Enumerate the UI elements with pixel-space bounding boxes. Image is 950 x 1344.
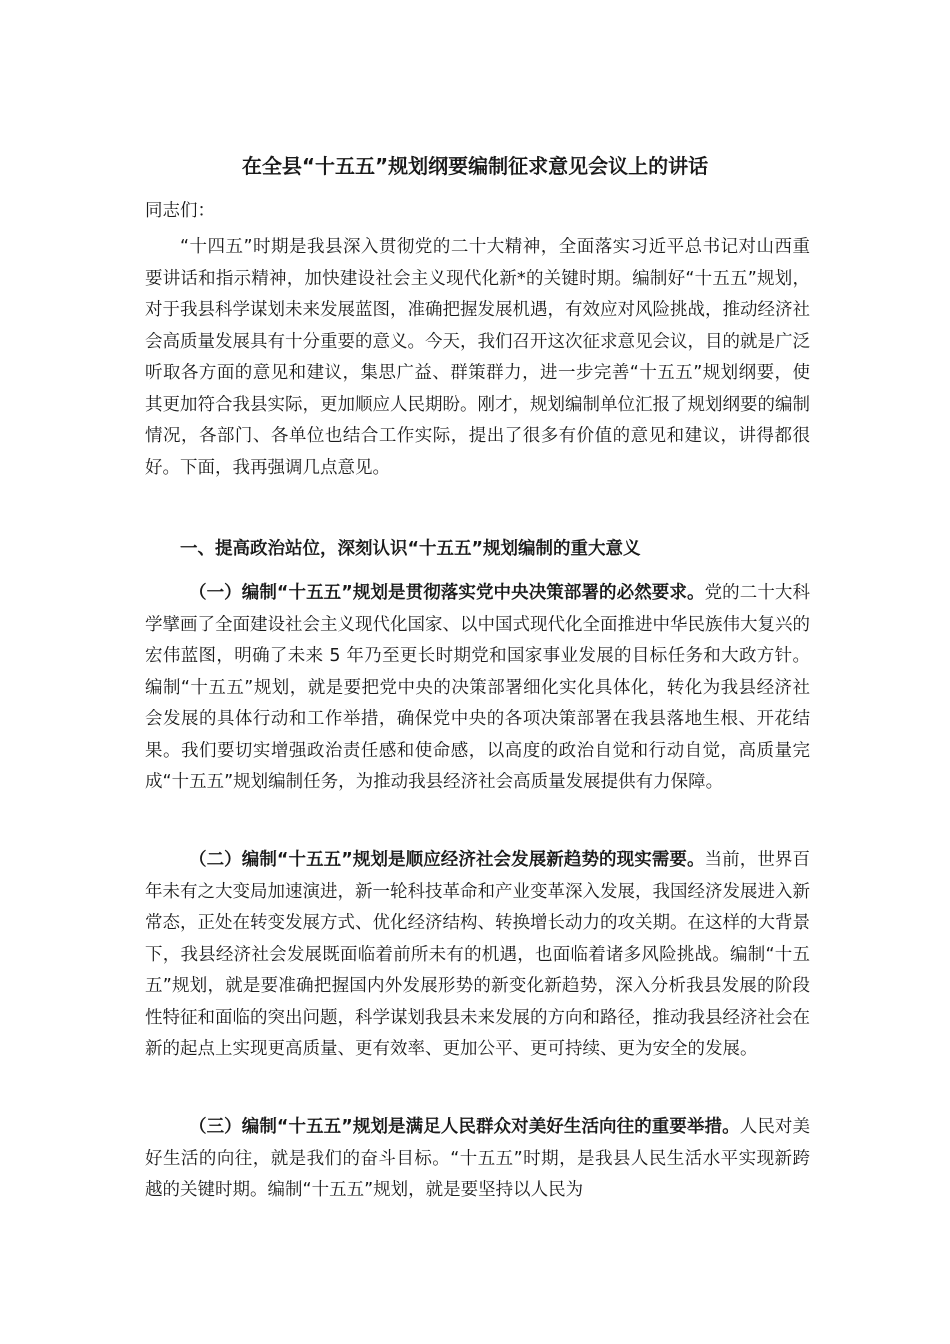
document-title: 在全县“十五五”规划纲要编制征求意见会议上的讲话 [241, 154, 709, 178]
paragraph-lead: （一）编制“十五五”规划是贯彻落实党中央决策部署的必然要求。 [189, 583, 705, 603]
paragraph-text: 当前，世界百年未有之大变局加速演进，新一轮科技革命和产业变革深入发展，我国经济发展进入新常态，正处在转变发展方式、优化经济结构、转换增长动力的攻关期。在这样的大背景下，我县经济社会发展既面临着前所未有的机遇，也面临着诸多风险挑战。编制“十五五”规划，就是要准确把握国内外发展形势的新变化新趋势，深入分析我县发展的阶段性特征和面临的突出问题，科学谋划我县未来发展的方向和路径，推动我县经济社会在新的起点上实现更高质量、更有效率、更加公平、更可持续、更为安全的发展。 [145, 850, 810, 1059]
paragraph-lead: （二）编制“十五五”规划是顺应经济社会发展新趋势的现实需要。 [189, 850, 705, 870]
section-heading: 一、提高政治站位，深刻认识“十五五”规划编制的重大意义 [180, 539, 641, 559]
intro-paragraph: “十四五”时期是我县深入贯彻党的二十大精神，全面落实习近平总书记对山西重要讲话和指示精神，加快建设社会主义现代化新*的关键时期。编制好“十五五”规划，对于我县科学谋划未来发展蓝图，准确把握发展机遇，有效应对风险挑战，推动经济社会高质量发展具有十分重要的意义。今天，我们召开这次征求意见会议，目的就是广泛听取各方面的意见和建议，集思广益、群策群力，进一步完善“十五五”规划纲要，使其更加符合我县实际，更加顺应人民期盼。刚才，规划编制单位汇报了规划纲要的编制情况，各部门、各单位也结合工作实际，提出了很多有价值的意见和建议，讲得都很好。下面，我再强调几点意见。 [145, 237, 810, 478]
paragraph-2 [145, 845, 810, 1066]
paragraph-text: 人民对美好生活的向往，就是我们的奋斗目标。“十五五”时期，是我县人民生活水平实现新跨越的关键时期。编制“十五五”规划，就是要坚持以人民为 [145, 1117, 810, 1200]
paragraph-3 [145, 1112, 810, 1207]
paragraph-text: 党的二十大科学擘画了全面建设社会主义现代化国家、以中国式现代化全面推进中华民族伟大复兴的宏伟蓝图，明确了未来 5 年乃至更长时期党和国家事业发展的目标任务和大政方针。编制“十五五”规划，就是要把党中央的决策部署细化实化具体化，转化为我县经济社会发展的具体行动和工作举措，确保党中央的各项决策部署在我县落地生根、开花结果。我们要切实增强政治责任感和使命感，以高度的政治自觉和行动自觉，高质量完成“十五五”规划编制任务，为推动我县经济社会高质量发展提供有力保障。 [145, 583, 810, 792]
paragraph-lead: （三）编制“十五五”规划是满足人民群众对美好生活向往的重要举措。 [189, 1117, 740, 1137]
greeting: 同志们： [145, 201, 215, 221]
paragraph-1 [145, 578, 810, 799]
